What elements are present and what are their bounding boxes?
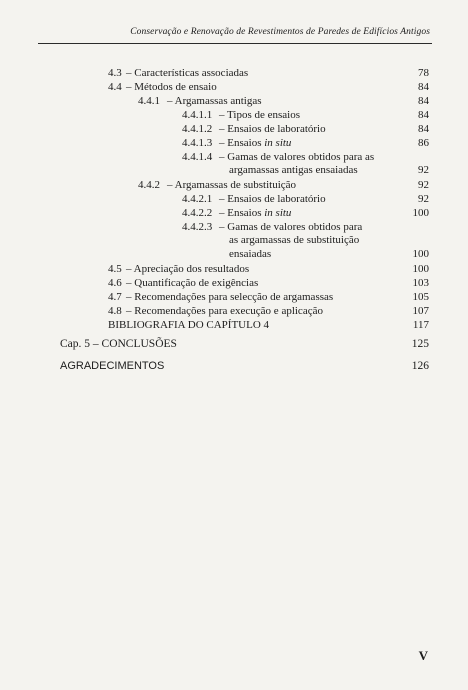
toc-number: 4.4.1.3 bbox=[182, 137, 213, 149]
toc-entry-4-4-2 bbox=[0, 179, 468, 192]
toc-number: 4.8 bbox=[108, 305, 122, 317]
toc-number: 4.4.1.1 bbox=[182, 109, 213, 121]
toc-title-part: – Ensaios bbox=[219, 207, 265, 219]
toc-number: 4.7 bbox=[108, 291, 122, 303]
header-rule bbox=[38, 43, 432, 44]
toc-number: 4.3 bbox=[108, 67, 122, 79]
toc-title bbox=[219, 207, 291, 220]
toc-page: 92 bbox=[418, 164, 429, 176]
toc-page: 125 bbox=[411, 338, 429, 350]
toc-page: 105 bbox=[412, 291, 429, 303]
toc-title-italic: in situ bbox=[264, 207, 292, 219]
toc-page: 100 bbox=[412, 207, 429, 219]
toc-page: 103 bbox=[412, 277, 429, 289]
toc-title: – Argamassas de substituição bbox=[167, 179, 297, 191]
toc-number: 4.4.2.1 bbox=[182, 193, 213, 205]
toc-entry-4-8 bbox=[0, 305, 468, 318]
toc-title-continued: as argamassas de substituição bbox=[229, 234, 360, 246]
toc-page: 100 bbox=[412, 263, 429, 275]
toc-number: 4.4.1.4 bbox=[182, 151, 213, 163]
toc-entry-4-7 bbox=[0, 291, 468, 304]
toc-entry-4-4-2-3 bbox=[0, 221, 468, 234]
toc-page: 84 bbox=[418, 109, 429, 121]
toc-page: 78 bbox=[418, 67, 429, 79]
toc-page: 84 bbox=[418, 95, 429, 107]
toc-page: 126 bbox=[411, 360, 429, 372]
toc-title-continued: ensaiadas bbox=[229, 248, 272, 260]
toc-number: 4.4.2.3 bbox=[182, 221, 213, 233]
toc-entry-4-4-2-1 bbox=[0, 193, 468, 206]
toc-title: – Ensaios de laboratório bbox=[219, 193, 326, 205]
toc-title: – Apreciação dos resultados bbox=[126, 263, 250, 275]
toc-entry-chapter-5 bbox=[0, 338, 468, 351]
toc-title: – Métodos de ensaio bbox=[126, 81, 217, 93]
toc-entry-4-4-2-3-cont bbox=[0, 234, 468, 247]
toc-page: 84 bbox=[418, 81, 429, 93]
toc-entry-acknowledgements bbox=[0, 360, 468, 373]
toc-title: – Características associadas bbox=[126, 67, 249, 79]
toc-title: – Gamas de valores obtidos para bbox=[219, 221, 363, 233]
toc-title-part: – Ensaios bbox=[219, 137, 265, 149]
toc-entry-4-4-1-3 bbox=[0, 137, 468, 150]
toc-title: BIBLIOGRAFIA DO CAPÍTULO 4 bbox=[108, 319, 270, 331]
toc-entry-4-6 bbox=[0, 277, 468, 290]
toc-title bbox=[219, 137, 291, 150]
page-number: V bbox=[418, 648, 428, 663]
toc-page: 107 bbox=[412, 305, 429, 317]
toc-title: – Ensaios de laboratório bbox=[219, 123, 326, 135]
toc-title: Cap. 5 – CONCLUSÕES bbox=[60, 338, 177, 350]
toc-page: 84 bbox=[418, 123, 429, 135]
toc-title: AGRADECIMENTOS bbox=[60, 360, 165, 372]
toc-title: – Recomendações para execução e aplicação bbox=[126, 305, 323, 317]
toc-title-continued: argamassas antigas ensaiadas bbox=[229, 164, 358, 176]
toc-title: – Quantificação de exigências bbox=[126, 277, 259, 289]
toc-number: 4.6 bbox=[108, 277, 122, 289]
toc-number: 4.4.1.2 bbox=[182, 123, 213, 135]
toc-title-italic: in situ bbox=[264, 137, 292, 149]
toc-entry-bibliography-4 bbox=[0, 319, 468, 332]
toc-entry-4-4-2-2 bbox=[0, 207, 468, 220]
toc-entry-4-4-1-2 bbox=[0, 123, 468, 136]
toc-number: 4.4 bbox=[108, 81, 122, 93]
toc-entry-4-4-1-4-cont bbox=[0, 164, 468, 177]
toc-entry-4-4-1 bbox=[0, 95, 468, 108]
toc-title: – Recomendações para selecção de argamassas bbox=[126, 291, 334, 303]
toc-page: 117 bbox=[412, 319, 429, 331]
toc-page: 86 bbox=[418, 137, 429, 149]
toc-page: 92 bbox=[418, 193, 429, 205]
toc-number: 4.4.2 bbox=[138, 179, 160, 191]
toc-page: 92 bbox=[418, 179, 429, 191]
toc-number: 4.4.1 bbox=[138, 95, 160, 107]
toc-entry-4-4-2-3-cont2 bbox=[0, 248, 468, 261]
toc-title: – Gamas de valores obtidos para as bbox=[219, 151, 375, 163]
toc-entry-4-4 bbox=[0, 81, 468, 94]
toc-title: – Tipos de ensaios bbox=[219, 109, 300, 121]
running-header: Conservação e Renovação de Revestimentos de Paredes de Edifícios Antigos bbox=[130, 27, 430, 37]
toc-page: 100 bbox=[412, 248, 429, 260]
toc-number: 4.5 bbox=[108, 263, 122, 275]
toc-entry-4-4-1-1 bbox=[0, 109, 468, 122]
toc-entry-4-5 bbox=[0, 263, 468, 276]
toc-title: – Argamassas antigas bbox=[167, 95, 262, 107]
toc-entry-4-3 bbox=[0, 67, 468, 80]
toc-number: 4.4.2.2 bbox=[182, 207, 213, 219]
toc-entry-4-4-1-4 bbox=[0, 151, 468, 164]
